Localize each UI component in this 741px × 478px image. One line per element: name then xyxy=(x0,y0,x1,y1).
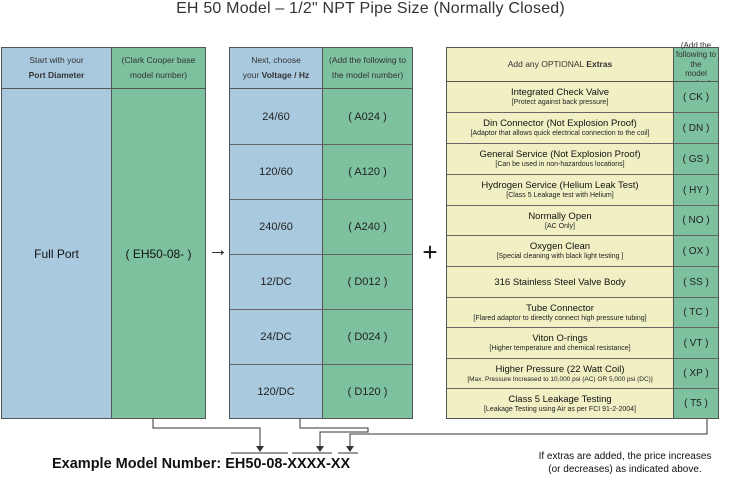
extra-name: General Service (Not Explosion Proof) xyxy=(479,149,641,160)
voltage-row-label: 240/60 xyxy=(230,199,322,254)
extra-code: ( VT ) xyxy=(674,327,718,358)
voltage-row-label: 24/60 xyxy=(262,110,290,123)
extra-description: [AC Only] xyxy=(545,222,575,230)
voltage-header-line2b: Voltage / Hz xyxy=(261,70,310,80)
voltage-header-line1: Next, choose xyxy=(251,55,301,65)
port-diameter-value: Full Port xyxy=(34,246,79,261)
extras-header-bold: Extras xyxy=(586,59,613,69)
voltage-row-label: 120/DC xyxy=(230,364,322,418)
extra-description: [Flared adaptor to directly connect high pressure tubing] xyxy=(473,314,647,322)
extra-description: [Higher temperature and chemical resistance] xyxy=(489,345,631,352)
extra-description: [Can be used in non-hazardous locations] xyxy=(495,161,625,168)
price-note-line2: (or decreases) as indicated above. xyxy=(548,464,702,475)
voltage-row-code: ( D120 ) xyxy=(323,364,412,418)
extra-code: ( DN ) xyxy=(674,112,718,143)
extra-description: [Leakage Testing using Air as per FCI 91-2-2004] xyxy=(483,405,637,413)
price-note-line1: If extras are added, the price increases xyxy=(538,451,712,462)
extra-name: Higher Pressure (22 Watt Coil) xyxy=(495,363,625,375)
base-model-header-line2: model number) xyxy=(129,70,188,80)
extra-name: Viton O-rings xyxy=(532,333,588,344)
port-header-line1: Start with your xyxy=(29,55,84,65)
extra-name: Integrated Check Valve xyxy=(510,87,610,98)
price-note xyxy=(520,450,730,478)
extra-name: Normally Open xyxy=(528,210,592,222)
voltage-code-header-line2: the model number) xyxy=(331,70,404,80)
voltage-row-label: 120/60 xyxy=(230,144,322,199)
extras-header-prefix: Add any OPTIONAL xyxy=(507,59,587,69)
extra-code: ( XP ) xyxy=(674,358,718,388)
extra-description: [Adaptor that allows quick electrical connection to the coil] xyxy=(470,130,650,137)
connector-port-arrowhead xyxy=(256,446,264,452)
extra-code: ( HY ) xyxy=(674,174,718,205)
voltage-row-code: ( A024 ) xyxy=(348,110,387,123)
extra-description: [Class 5 Leakage test with Helium] xyxy=(506,192,614,199)
extra-name: Din Connector (Not Explosion Proof) xyxy=(483,118,637,129)
arrow-icon: → xyxy=(208,239,228,261)
voltage-row-code: ( A240 ) xyxy=(323,199,412,254)
extras-code-header-line3: model xyxy=(685,69,707,79)
base-model-header-line1: (Clark Cooper base xyxy=(121,55,196,65)
extra-name: Class 5 Leakage Testing xyxy=(508,393,612,405)
voltage-header-line2a: your xyxy=(242,70,262,80)
example-label: Example Model Number: xyxy=(52,456,226,472)
example-value: EH50-08-XXXX-XX xyxy=(225,456,351,472)
port-header-line2: Port Diameter xyxy=(28,70,85,80)
extra-description: [Special cleaning with black light testing ] xyxy=(496,253,624,260)
extra-name: Tube Connector xyxy=(526,302,594,314)
plus-icon: + xyxy=(422,237,438,267)
example-model-number xyxy=(52,456,382,476)
voltage-code-header-line1: (Add the following to xyxy=(328,55,407,65)
extra-code: ( NO ) xyxy=(674,205,718,235)
extras-code-header-line1: (Add the xyxy=(680,40,712,50)
extra-code: ( T5 ) xyxy=(674,388,718,418)
base-model-value: ( EH50-08- ) xyxy=(125,246,192,261)
extra-description: [Max. Pressure Increased to 10,000 psi (AC) OR 5,000 psi (DC)] xyxy=(467,375,653,383)
connector-voltage-arrowhead xyxy=(316,446,324,452)
voltage-row-code: ( A120 ) xyxy=(323,144,412,199)
extras-code-header-line2: following to the xyxy=(675,50,717,69)
page-title: EH 50 Model – 1/2" NPT Pipe Size (Normally Closed) xyxy=(176,0,565,17)
extra-name: Oxygen Clean xyxy=(529,241,591,252)
extra-code: ( OX ) xyxy=(674,235,718,266)
extra-description: [Protect against back pressure] xyxy=(511,99,609,106)
extra-name: 316 Stainless Steel Valve Body xyxy=(494,276,626,288)
voltage-row-code: ( D024 ) xyxy=(323,309,412,364)
extra-code: ( GS ) xyxy=(674,143,718,174)
extra-code: ( SS ) xyxy=(674,266,718,297)
connector-port xyxy=(153,419,260,448)
connector-extras-arrowhead xyxy=(346,446,354,452)
extra-code: ( TC ) xyxy=(674,297,718,327)
voltage-row-label: 12/DC xyxy=(230,254,322,309)
connector-extras xyxy=(350,419,707,448)
voltage-row-code: ( D012 ) xyxy=(323,254,412,309)
voltage-row-label: 24/DC xyxy=(230,309,322,364)
extra-name: Hydrogen Service (Helium Leak Test) xyxy=(481,180,639,191)
extra-code: ( CK ) xyxy=(682,91,710,103)
